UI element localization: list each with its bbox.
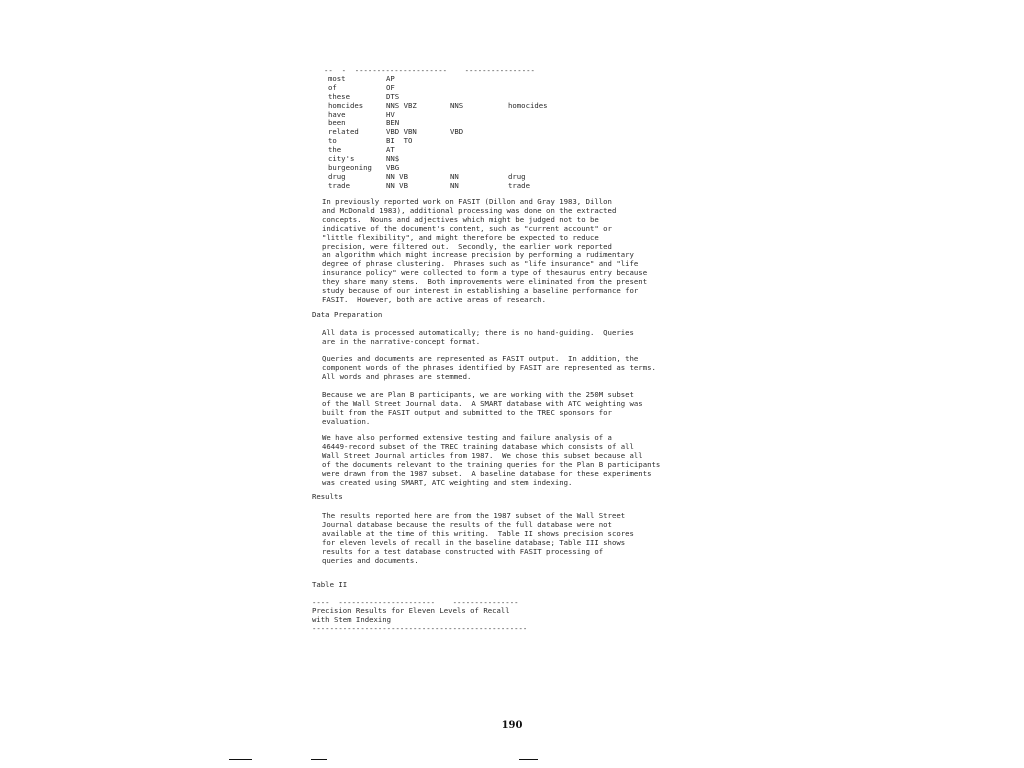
word-cell: homcides bbox=[328, 100, 364, 110]
table-rule-bottom: ------------------------------------------------- bbox=[312, 624, 528, 633]
word-cell: been bbox=[328, 118, 346, 128]
word-cell: drug bbox=[328, 171, 346, 181]
word-cell: most bbox=[328, 74, 346, 83]
footer-rule-right bbox=[519, 759, 538, 760]
table-label: Table II bbox=[312, 580, 348, 589]
paragraph-queries-representation: Queries and documents are represented as FASIT output. In addition, the component words of the phrases identified by FASIT are represented as terms. All words and phrases are stemmed. bbox=[322, 354, 656, 381]
tags-cell: OF bbox=[386, 82, 395, 92]
word-cell: these bbox=[328, 91, 350, 101]
tags-cell: NN$ bbox=[386, 154, 400, 164]
heading-results: Results bbox=[312, 492, 343, 501]
word-cell: city's bbox=[328, 154, 355, 164]
tags-cell: NNS VBZ bbox=[386, 100, 417, 110]
stem-cell: homocides bbox=[508, 100, 548, 110]
selected-tag-cell: NN bbox=[450, 180, 459, 190]
tags-cell: HV bbox=[386, 109, 395, 119]
tags-cell: AT bbox=[386, 145, 395, 155]
tags-cell: AP bbox=[386, 74, 395, 83]
tags-cell: BEN bbox=[386, 118, 400, 128]
tags-cell: NN VB bbox=[386, 171, 408, 181]
word-cell: have bbox=[328, 109, 346, 119]
stem-cell: drug bbox=[508, 171, 526, 181]
paragraph-fasit-previous-work: In previously reported work on FASIT (Dillon and Gray 1983, Dillon and McDonald 1983), additional processing was done on the extracted concepts. Nouns and adjectives which might be judged not to be indicative of the document's content, such as "current account" or "little flexibility", and might therefore be expected to reduce precision, were filtered out. Secondly, the earlier work reported an algorithm which might increase precision by performing a rudimentary degree of phrase clustering. Phrases such as "life insurance" and "life insurance policy" were collected to form a type of thesaurus entry because they share many stems. Both improvements were eliminated from the present study because of our interest in establishing a baseline performance for FASIT. However, both are active areas of research. bbox=[322, 197, 648, 304]
stem-cell: trade bbox=[508, 180, 530, 190]
footer-rule-left bbox=[229, 759, 252, 760]
table-top-rule: -- - --------------------- ---------------- bbox=[324, 66, 535, 75]
heading-data-preparation: Data Preparation bbox=[312, 310, 383, 319]
selected-tag-cell: NN bbox=[450, 171, 459, 181]
word-cell: related bbox=[328, 127, 359, 137]
tags-cell: DTS bbox=[386, 91, 400, 101]
word-cell: the bbox=[328, 145, 342, 155]
footer-rule-middle bbox=[311, 759, 327, 760]
word-cell: burgeoning bbox=[328, 162, 372, 172]
word-cell: trade bbox=[328, 180, 350, 190]
tags-cell: VBG bbox=[386, 162, 400, 172]
tags-cell: BI TO bbox=[386, 136, 413, 146]
paragraph-data-processing: All data is processed automatically; there is no hand-guiding. Queries are in the narrative-concept format. bbox=[322, 328, 634, 346]
table-caption: Precision Results for Eleven Levels of Recall with Stem Indexing bbox=[312, 606, 510, 624]
tags-cell: VBD VBN bbox=[386, 127, 417, 137]
paragraph-results: The results reported here are from the 1987 subset of the Wall Street Journal database because the results of the full database were not available at the time of this writing. Table II shows precision scores for eleven levels of recall in the baseline database; Table III shows results for a test database constructed with FASIT processing of queries and documents. bbox=[322, 511, 634, 565]
selected-tag-cell: NNS bbox=[450, 100, 464, 110]
page-number: 190 bbox=[501, 720, 523, 731]
table-rule-top: ---- ---------------------- --------------- bbox=[312, 598, 519, 607]
paragraph-plan-b: Because we are Plan B participants, we are working with the 250M subset of the Wall Street Journal data. A SMART database with ATC weighting was built from the FASIT output and submitted to the TREC sponsors for evaluation. bbox=[322, 390, 643, 426]
selected-tag-cell: VBD bbox=[450, 127, 464, 137]
word-cell: of bbox=[328, 82, 337, 92]
paragraph-failure-analysis: We have also performed extensive testing and failure analysis of a 46449-record subset of the TREC training database which consists of all Wall Street Journal articles from 1987. We chose this subset because all of the documents relevant to the training queries for the Plan B participants were drawn from the 1987 subset. A baseline database for these experiments was created using SMART, ATC weighting and stem indexing. bbox=[322, 433, 661, 487]
word-cell: to bbox=[328, 136, 337, 146]
tags-cell: NN VB bbox=[386, 180, 408, 190]
